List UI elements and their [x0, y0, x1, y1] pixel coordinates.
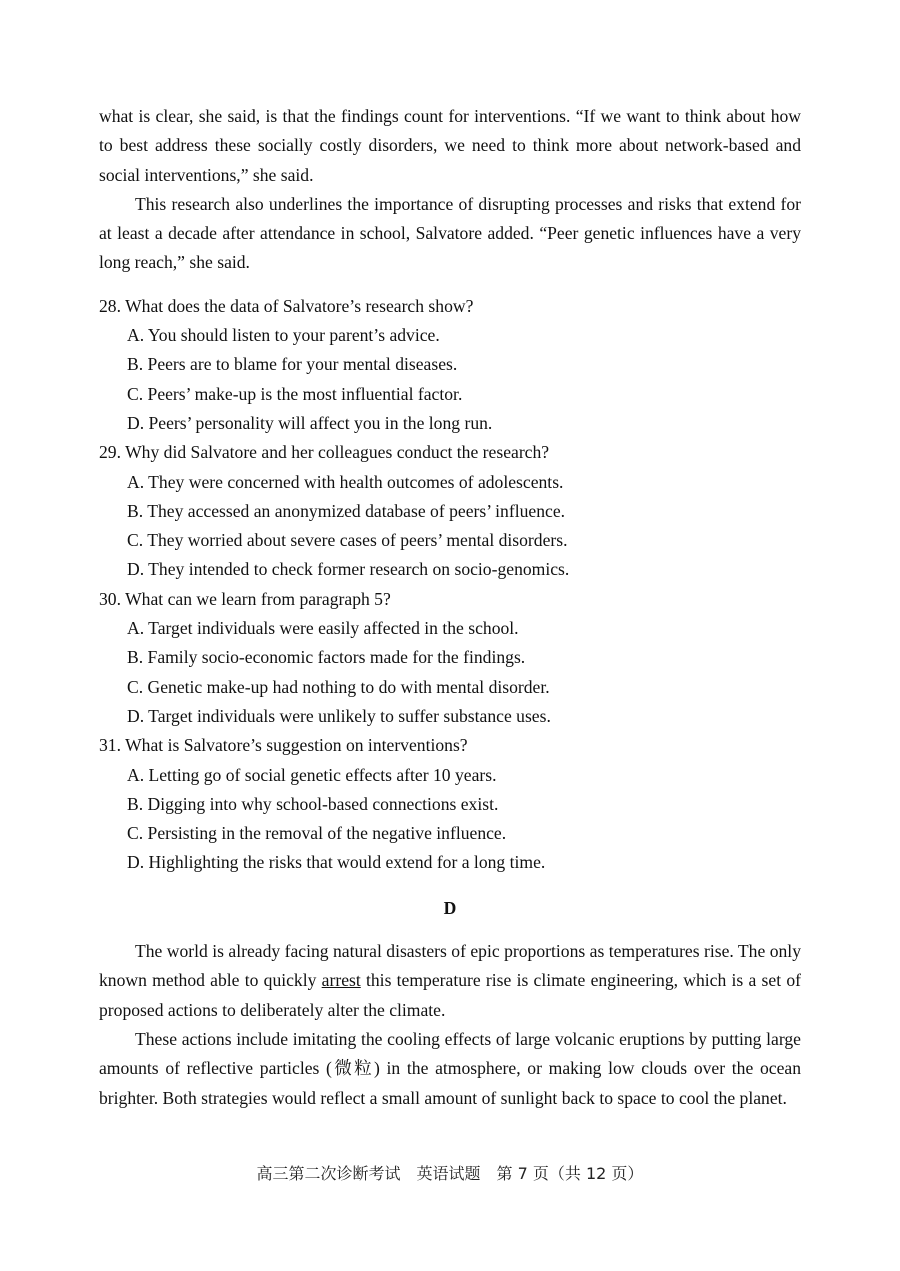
option-c: C. They worried about severe cases of peers’ mental disorders.	[127, 530, 568, 551]
question-29	[99, 438, 801, 584]
question-stem: 28. What does the data of Salvatore’s research show?	[99, 295, 474, 316]
option-b: B. Peers are to blame for your mental diseases.	[127, 354, 458, 375]
passage-d-p1-text-after: this temperature rise is climate engineering, which is a set of proposed actions to deliberately alter the climate.	[99, 970, 801, 1020]
question-stem: 30. What can we learn from paragraph 5?	[99, 588, 391, 609]
spacer	[99, 278, 801, 292]
passage-d-p1-text-before: The world is already facing natural disasters of epic proportions as temperatures rise. The only known method able to quickly	[99, 941, 801, 991]
passage-c-paragraph-1: what is clear, she said, is that the findings count for interventions. “If we want to think about how to best address these socially costly disorders, we need to think more about network-based and social interventions,” she said.	[99, 106, 801, 185]
option-d: D. They intended to check former research on socio-genomics.	[127, 559, 570, 580]
passage-d-paragraph-1	[99, 937, 801, 1025]
question-31	[99, 731, 801, 877]
option-b: B. Digging into why school-based connections exist.	[127, 793, 499, 814]
option-a: A. Letting go of social genetic effects after 10 years.	[127, 764, 497, 785]
option-c: C. Genetic make-up had nothing to do with mental disorder.	[127, 676, 550, 697]
option-a: A. They were concerned with health outcomes of adolescents.	[127, 471, 564, 492]
page-content	[99, 102, 801, 1113]
question-stem: 29. Why did Salvatore and her colleagues conduct the research?	[99, 442, 550, 463]
page-footer: 高三第二次诊断考试 英语试题 第 7 页（共 12 页）	[256, 1164, 644, 1183]
option-d: D. Peers’ personality will affect you in the long run.	[127, 412, 493, 433]
question-30	[99, 585, 801, 731]
option-b: B. Family socio-economic factors made for the findings.	[127, 647, 526, 668]
option-d: D. Highlighting the risks that would extend for a long time.	[127, 852, 546, 873]
passage-d-paragraph-2: These actions include imitating the cooling effects of large volcanic eruptions by putting large amounts of reflective particles (微粒) in the atmosphere, or making low clouds over the ocean brighter. Both strategies would reflect a small amount of sunlight back to space to cool the planet.	[99, 1028, 801, 1108]
option-a: A. Target individuals were easily affected in the school.	[127, 618, 519, 639]
question-28	[99, 292, 801, 438]
option-d: D. Target individuals were unlikely to suffer substance uses.	[127, 705, 551, 726]
option-c: C. Peers’ make-up is the most influential factor.	[127, 383, 463, 404]
underlined-word-arrest: arrest	[321, 970, 361, 991]
passage-c-paragraph-2: This research also underlines the importance of disrupting processes and risks that extend for at least a decade after attendance in school, Salvatore added. “Peer genetic influences have a very long reach,” she said.	[99, 193, 801, 273]
question-stem: 31. What is Salvatore’s suggestion on interventions?	[99, 735, 468, 756]
option-a: A. You should listen to your parent’s advice.	[127, 325, 440, 346]
option-c: C. Persisting in the removal of the negative influence.	[127, 823, 507, 844]
option-b: B. They accessed an anonymized database of peers’ influence.	[127, 500, 566, 521]
section-title-d: D	[443, 897, 457, 918]
